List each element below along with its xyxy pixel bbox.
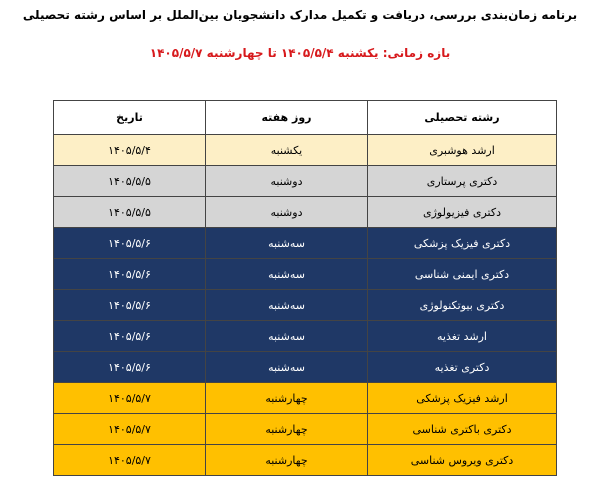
cell-date <box>54 197 206 228</box>
cell-major: دکتری ویروس شناسی <box>368 445 557 476</box>
cell-major: ارشد هوشبری <box>368 135 557 166</box>
cell-weekday: دوشنبه <box>206 166 368 197</box>
date-value: ۱۴۰۵/۵/۷ <box>108 391 151 405</box>
table-row <box>54 383 557 414</box>
cell-date <box>54 383 206 414</box>
cell-weekday: یکشنبه <box>206 135 368 166</box>
cell-weekday: چهارشنبه <box>206 414 368 445</box>
cell-weekday: سه‌شنبه <box>206 321 368 352</box>
cell-major: ارشد تغذیه <box>368 321 557 352</box>
date-value: ۱۴۰۵/۵/۶ <box>108 360 151 374</box>
date-value: ۱۴۰۵/۵/۶ <box>108 298 151 312</box>
cell-date <box>54 321 206 352</box>
cell-date <box>54 352 206 383</box>
date-value: ۱۴۰۵/۵/۷ <box>108 453 151 467</box>
cell-weekday: سه‌شنبه <box>206 352 368 383</box>
cell-weekday: سه‌شنبه <box>206 290 368 321</box>
header-major: رشته تحصیلی <box>368 101 557 135</box>
cell-major: ارشد فیزیک پزشکی <box>368 383 557 414</box>
cell-major: دکتری بیوتکنولوژی <box>368 290 557 321</box>
table-row <box>54 135 557 166</box>
cell-weekday: سه‌شنبه <box>206 259 368 290</box>
date-value: ۱۴۰۵/۵/۵ <box>108 174 151 188</box>
table-row <box>54 228 557 259</box>
page-title: برنامه زمان‌بندی بررسی، دریافت و تکمیل مدارک دانشجویان بین‌الملل بر اساس رشته تحصیلی <box>22 8 578 22</box>
date-value: ۱۴۰۵/۵/۶ <box>108 267 151 281</box>
cell-weekday: چهارشنبه <box>206 445 368 476</box>
cell-weekday: چهارشنبه <box>206 383 368 414</box>
table-row <box>54 197 557 228</box>
table-row <box>54 321 557 352</box>
cell-date <box>54 259 206 290</box>
cell-weekday: دوشنبه <box>206 197 368 228</box>
date-value: ۱۴۰۵/۵/۷ <box>108 422 151 436</box>
schedule-period: بازه زمانی: یکشنبه ۱۴۰۵/۵/۴ تا چهارشنبه ۱۴۰۵/۵/۷ <box>149 46 451 60</box>
cell-date <box>54 445 206 476</box>
date-value: ۱۴۰۵/۵/۶ <box>108 329 151 343</box>
cell-date <box>54 290 206 321</box>
date-value: ۱۴۰۵/۵/۵ <box>108 205 151 219</box>
schedule-table <box>53 100 557 476</box>
table-header-row <box>54 101 557 135</box>
cell-major: دکتری باکتری شناسی <box>368 414 557 445</box>
header-date: تاریخ <box>54 101 206 135</box>
cell-major: دکتری فیزیولوژی <box>368 197 557 228</box>
cell-weekday: سه‌شنبه <box>206 228 368 259</box>
cell-major: دکتری فیزیک پزشکی <box>368 228 557 259</box>
cell-major: دکتری پرستاری <box>368 166 557 197</box>
date-value: ۱۴۰۵/۵/۴ <box>108 143 151 157</box>
cell-major: دکتری ایمنی شناسی <box>368 259 557 290</box>
schedule-table-body <box>54 135 557 476</box>
date-value: ۱۴۰۵/۵/۶ <box>108 236 151 250</box>
header-weekday: روز هفته <box>206 101 368 135</box>
table-row <box>54 445 557 476</box>
table-row <box>54 352 557 383</box>
table-row <box>54 259 557 290</box>
table-row <box>54 166 557 197</box>
cell-date <box>54 228 206 259</box>
cell-date <box>54 166 206 197</box>
cell-date <box>54 414 206 445</box>
table-row <box>54 290 557 321</box>
table-row <box>54 414 557 445</box>
cell-date <box>54 135 206 166</box>
cell-major: دکتری تغذیه <box>368 352 557 383</box>
